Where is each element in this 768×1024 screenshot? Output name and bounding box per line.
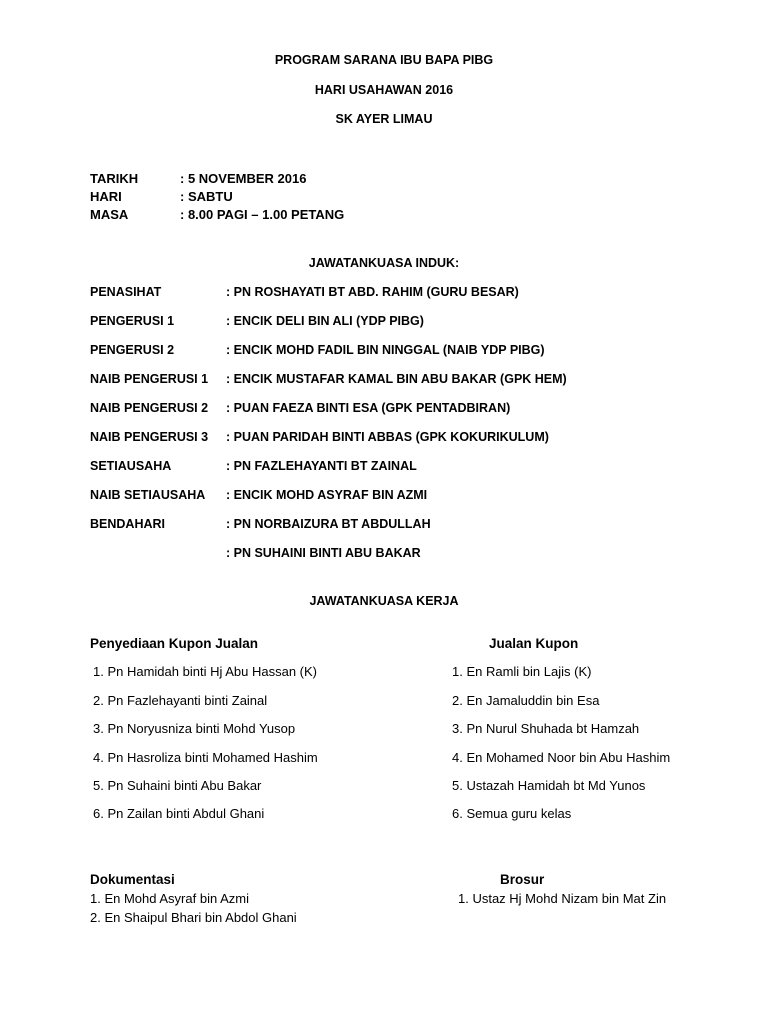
list-item: 3. Pn Noryusniza binti Mohd Yusop	[93, 721, 296, 736]
date-value: : 5 NOVEMBER 2016	[180, 171, 307, 186]
list-item: 5. Ustazah Hamidah bt Md Yunos	[452, 778, 646, 793]
committee-role: NAIB PENGERUSI 2	[90, 401, 209, 415]
brochure-heading: Brosur	[500, 872, 545, 887]
list-item: 2. En Jamaluddin bin Esa	[452, 693, 600, 708]
committee-role: PENGERUSI 1	[90, 314, 175, 328]
day-value: : SABTU	[180, 189, 233, 204]
list-item: 6. Pn Zailan binti Abdul Ghani	[93, 806, 265, 821]
committee-role: SETIAUSAHA	[90, 459, 172, 473]
committee-member: : PN FAZLEHAYANTI BT ZAINAL	[226, 459, 417, 473]
time-label: MASA	[90, 207, 129, 222]
list-item: 1. En Ramli bin Lajis (K)	[452, 664, 592, 679]
school-name: SK AYER LIMAU	[335, 112, 433, 126]
day-label: HARI	[90, 189, 122, 204]
documentation-heading: Dokumentasi	[90, 872, 175, 887]
committee-role: NAIB PENGERUSI 1	[90, 372, 209, 386]
committee-member: : ENCIK MOHD FADIL BIN NINGGAL (NAIB YDP PIBG)	[226, 343, 545, 357]
list-item: 5. Pn Suhaini binti Abu Bakar	[93, 778, 262, 793]
committee-role: PENGERUSI 2	[90, 343, 175, 357]
event-title: HARI USAHAWAN 2016	[314, 83, 454, 97]
committee-role: NAIB PENGERUSI 3	[90, 430, 209, 444]
list-item: 2. Pn Fazlehayanti binti Zainal	[93, 693, 268, 708]
list-item: 6. Semua guru kelas	[452, 806, 572, 821]
list-item: 1. Pn Hamidah binti Hj Abu Hassan (K)	[93, 664, 317, 679]
work-committee-title: JAWATANKUASA KERJA	[309, 594, 459, 608]
list-item: 4. Pn Hasroliza binti Mohamed Hashim	[93, 750, 318, 765]
committee-member: : ENCIK MOHD ASYRAF BIN AZMI	[226, 488, 428, 502]
list-item: 1. Ustaz Hj Mohd Nizam bin Mat Zin	[458, 891, 667, 906]
list-item: 1. En Mohd Asyraf bin Azmi	[90, 891, 249, 906]
committee-member: : PN ROSHAYATI BT ABD. RAHIM (GURU BESAR)	[226, 285, 519, 299]
committee-role: NAIB SETIAUSAHA	[90, 488, 206, 502]
time-value: : 8.00 PAGI – 1.00 PETANG	[180, 207, 345, 222]
list-item: 3. Pn Nurul Shuhada bt Hamzah	[452, 721, 640, 736]
committee-member: : ENCIK MUSTAFAR KAMAL BIN ABU BAKAR (GPK HEM)	[226, 372, 567, 386]
committee-member: : PN NORBAIZURA BT ABDULLAH	[226, 517, 431, 531]
committee-member: : PUAN PARIDAH BINTI ABBAS (GPK KOKURIKULUM)	[226, 430, 549, 444]
coupon-sales-heading: Jualan Kupon	[489, 636, 579, 651]
committee-member: : PN SUHAINI BINTI ABU BAKAR	[226, 546, 421, 560]
committee-role: PENASIHAT	[90, 285, 162, 299]
committee-member: : PUAN FAEZA BINTI ESA (GPK PENTADBIRAN)	[226, 401, 511, 415]
date-label: TARIKH	[90, 171, 139, 186]
main-committee-title: JAWATANKUASA INDUK:	[308, 256, 460, 270]
program-title: PROGRAM SARANA IBU BAPA PIBG	[274, 53, 494, 67]
list-item: 2. En Shaipul Bhari bin Abdol Ghani	[90, 910, 297, 925]
committee-role: BENDAHARI	[90, 517, 165, 531]
coupon-prep-heading: Penyediaan Kupon Jualan	[90, 636, 259, 651]
list-item: 4. En Mohamed Noor bin Abu Hashim	[452, 750, 671, 765]
committee-member: : ENCIK DELI BIN ALI (YDP PIBG)	[226, 314, 424, 328]
